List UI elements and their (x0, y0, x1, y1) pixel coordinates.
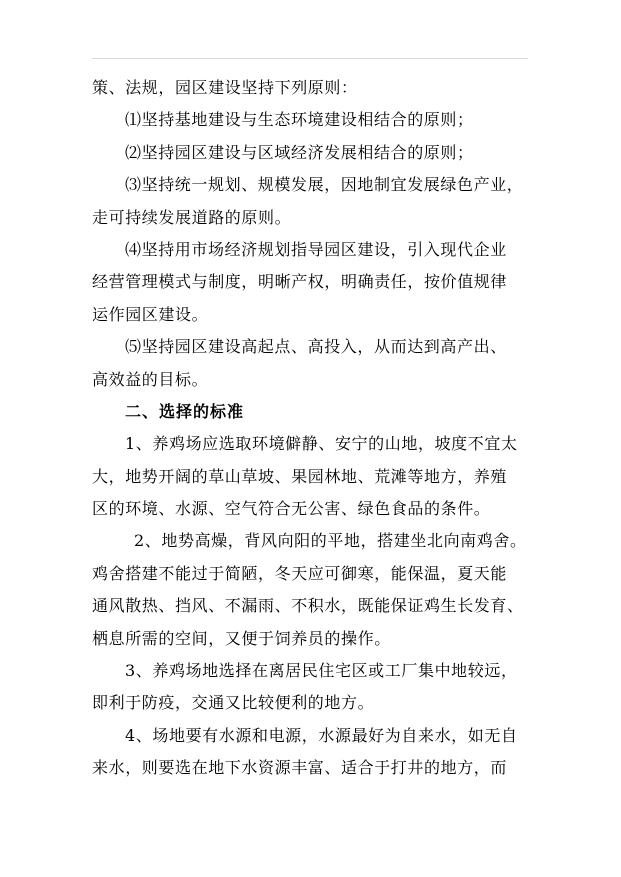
paragraph-line: 来水，则要选在地下水资源丰富、适合于打井的地方，而 (92, 758, 508, 778)
paragraph-line: 走可持续发展道路的原则。 (92, 207, 292, 227)
principle-3: ⑶坚持统一规划、规模发展，因地制宜发展绿色产业， (125, 175, 524, 195)
criterion-2: 2、地势高燥，背风向阳的平地，搭建坐北向南鸡舍。 (134, 531, 527, 551)
section-heading: 二、选择的标准 (125, 401, 245, 421)
paragraph-line: 通风散热、挡风、不漏雨、不积水，既能保证鸡生长发育、 (92, 596, 524, 616)
paragraph-line: 区的环境、水源、空气符合无公害、绿色食品的条件。 (92, 499, 491, 519)
principle-5: ⑸坚持园区建设高起点、高投入，从而达到高产出、 (125, 337, 507, 357)
paragraph-line: 高效益的目标。 (92, 369, 209, 389)
principle-4: ⑷坚持用市场经济规划指导园区建设，引入现代企业 (125, 239, 507, 259)
principle-2: ⑵坚持园区建设与区域经济发展相结合的原则； (125, 142, 474, 162)
criterion-4: 4、场地要有水源和电源，水源最好为自来水，如无自 (125, 725, 518, 745)
paragraph-line: 鸡舍搭建不能过于简陋，冬天应可御寒，能保温，夏天能 (92, 563, 508, 583)
principle-1: ⑴坚持基地建设与生态环境建设相结合的原则； (125, 110, 474, 130)
paragraph-line: 大，地势开阔的草山草坡、果园林地、荒滩等地方，养殖 (92, 466, 508, 486)
criterion-3: 3、养鸡场地选择在离居民住宅区或工厂集中地较远， (125, 661, 518, 681)
document-body (92, 72, 532, 785)
paragraph-line: 策、法规，园区建设坚持下列原则： (92, 78, 358, 97)
paragraph-line: 经营管理模式与制度，明晰产权，明确责任，按价值规律 (92, 272, 508, 292)
criterion-1: 1、养鸡场应选取环境僻静、安宁的山地，坡度不宜太 (125, 434, 518, 454)
header-divider (92, 58, 528, 59)
paragraph-line: 栖息所需的空间，又便于饲养员的操作。 (92, 628, 391, 648)
paragraph-line: 即利于防疫，交通又比较便利的地方。 (92, 693, 375, 713)
paragraph-line: 运作园区建设。 (92, 304, 209, 324)
